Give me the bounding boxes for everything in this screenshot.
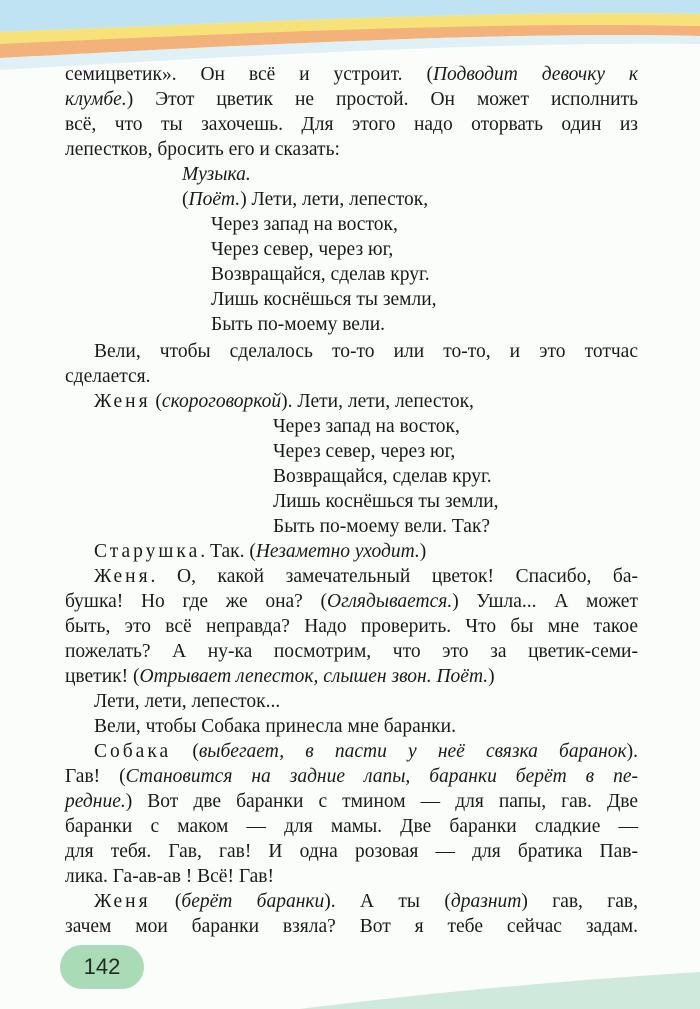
text-segment: выбегает, в пасти у неё связка баранок [198,741,627,762]
verse-line [211,313,385,337]
text-line [65,63,638,87]
text-segment: всё, что ты захочешь. Для этого надо оторвать один из [65,114,638,135]
text-segment: ). А ты ( [324,891,451,912]
text-segment: лепестков, бросить его и сказать: [65,139,340,160]
dialogue-line [94,740,638,764]
text-line [65,865,274,889]
text-segment: Старушка [94,541,201,562]
text-line [65,665,495,689]
verse-line [273,440,455,464]
text-segment: ) Лети, лети, лепесток, [240,189,429,210]
verse-line [211,263,430,287]
verse-line [211,213,398,237]
verse-line [273,490,499,514]
text-line [65,365,151,389]
dialogue-line [94,540,426,564]
dialogue-line [94,565,638,589]
text-segment: ) Этот цветик не простой. Он может исполнить [126,89,638,110]
text-segment: пожелать? А ну-ка посмотрим, что это за цветик-семи- [65,641,638,662]
text-line [94,690,280,714]
text-segment: Возвращайся, сделав круг. [273,466,492,487]
text-segment: скороговоркой [161,391,282,412]
text-segment: семицветик». Он всё и устроит. ( [65,64,433,85]
verse-line [273,465,492,489]
text-segment: Через запад на восток, [273,416,460,437]
text-segment: Гав! ( [65,766,126,787]
text-segment: Через север, через юг, [273,441,456,462]
text-segment: лика. Га-ав-ав ! Всё! Гав! [65,866,274,887]
text-segment: ) [488,666,495,687]
verse-line [182,188,428,212]
text-segment: ( [150,391,162,412]
text-segment: редние. [65,791,126,812]
text-line [65,640,638,664]
page-number: 142 [60,945,144,989]
text-segment: сделается. [65,366,151,387]
text-line [65,840,638,864]
verse-line [211,238,393,262]
text-segment: Через север, через юг, [211,239,394,260]
text-segment: быть, это всё неправда? Надо проверить. Что бы мне такое [65,616,638,637]
text-segment: ) гав, гав, [521,891,638,912]
text-segment: Собака [94,741,172,762]
text-segment: Быть по-моему вели. Так? [273,516,491,537]
text-segment: Оглядывается. [327,591,453,612]
text-line [65,138,340,162]
text-segment: цветик! ( [65,666,140,687]
text-line [65,113,638,137]
stage-direction [182,163,251,187]
text-segment: Поёт. [188,189,241,210]
text-segment: . О, какой замечательный цветок! Спасибо, ба- [150,566,638,587]
text-line [65,915,638,939]
text-segment: ). [626,741,638,762]
text-segment: Становится на задние лапы, баранки берёт в пе- [125,766,638,787]
text-segment: ( [182,189,189,210]
text-segment: Лети, лети, лепесток... [94,691,281,712]
text-segment: берёт баранки [181,891,325,912]
text-segment: ( [171,741,199,762]
text-line [65,88,638,112]
text-line [65,590,638,614]
text-segment: ) Вот две баранки с тмином — для папы, гав. Две [125,791,638,812]
dialogue-line [94,390,474,414]
text-segment: ). Лети, лети, лепесток, [281,391,474,412]
verse-line [273,515,490,539]
text-line [94,340,638,364]
text-segment: Подводит девочку к [432,64,638,85]
text-segment: Незаметно уходит. [255,541,420,562]
text-segment: клумбе. [65,89,127,110]
text-segment: зачем мои баранки взяла? Вот я тебе сейчас задам. [65,916,638,937]
text-segment: ) Ушла... А может [452,591,638,612]
text-segment: ) [419,541,427,562]
dialogue-line [94,890,638,914]
text-line [65,615,638,639]
text-segment: дразнит [450,891,522,912]
text-segment: . Так. ( [200,541,256,562]
text-segment: баранки с маком — для мамы. Две баранки сладкие — [65,816,638,837]
text-segment: Женя [94,391,151,412]
text-segment: Лишь коснёшься ты земли, [211,289,437,310]
text-segment: Лишь коснёшься ты земли, [273,491,499,512]
text-segment: бушка! Но где же она? ( [65,591,327,612]
text-segment: ( [150,891,182,912]
text-line [65,790,638,814]
text-segment: Вели, чтобы сделалось то-то или то-то, и это тотчас [94,341,638,362]
verse-line [211,288,437,312]
text-segment: Быть по-моему вели. [211,314,386,335]
text-segment: Через запад на восток, [211,214,398,235]
text-line [94,715,456,739]
text-segment: Женя [94,891,151,912]
text-line [65,765,638,789]
text-segment: Возвращайся, сделав круг. [211,264,430,285]
text-segment: Музыка. [182,164,251,185]
text-segment: для тебя. Гав, гав! И одна розовая — для братика Пав- [65,841,638,862]
text-segment: Вели, чтобы Собака принесла мне баранки. [94,716,456,737]
verse-line [273,415,460,439]
text-line [65,815,638,839]
text-segment: Женя [94,566,151,587]
text-segment: Отрывает лепесток, слышен звон. Поёт. [139,666,489,687]
